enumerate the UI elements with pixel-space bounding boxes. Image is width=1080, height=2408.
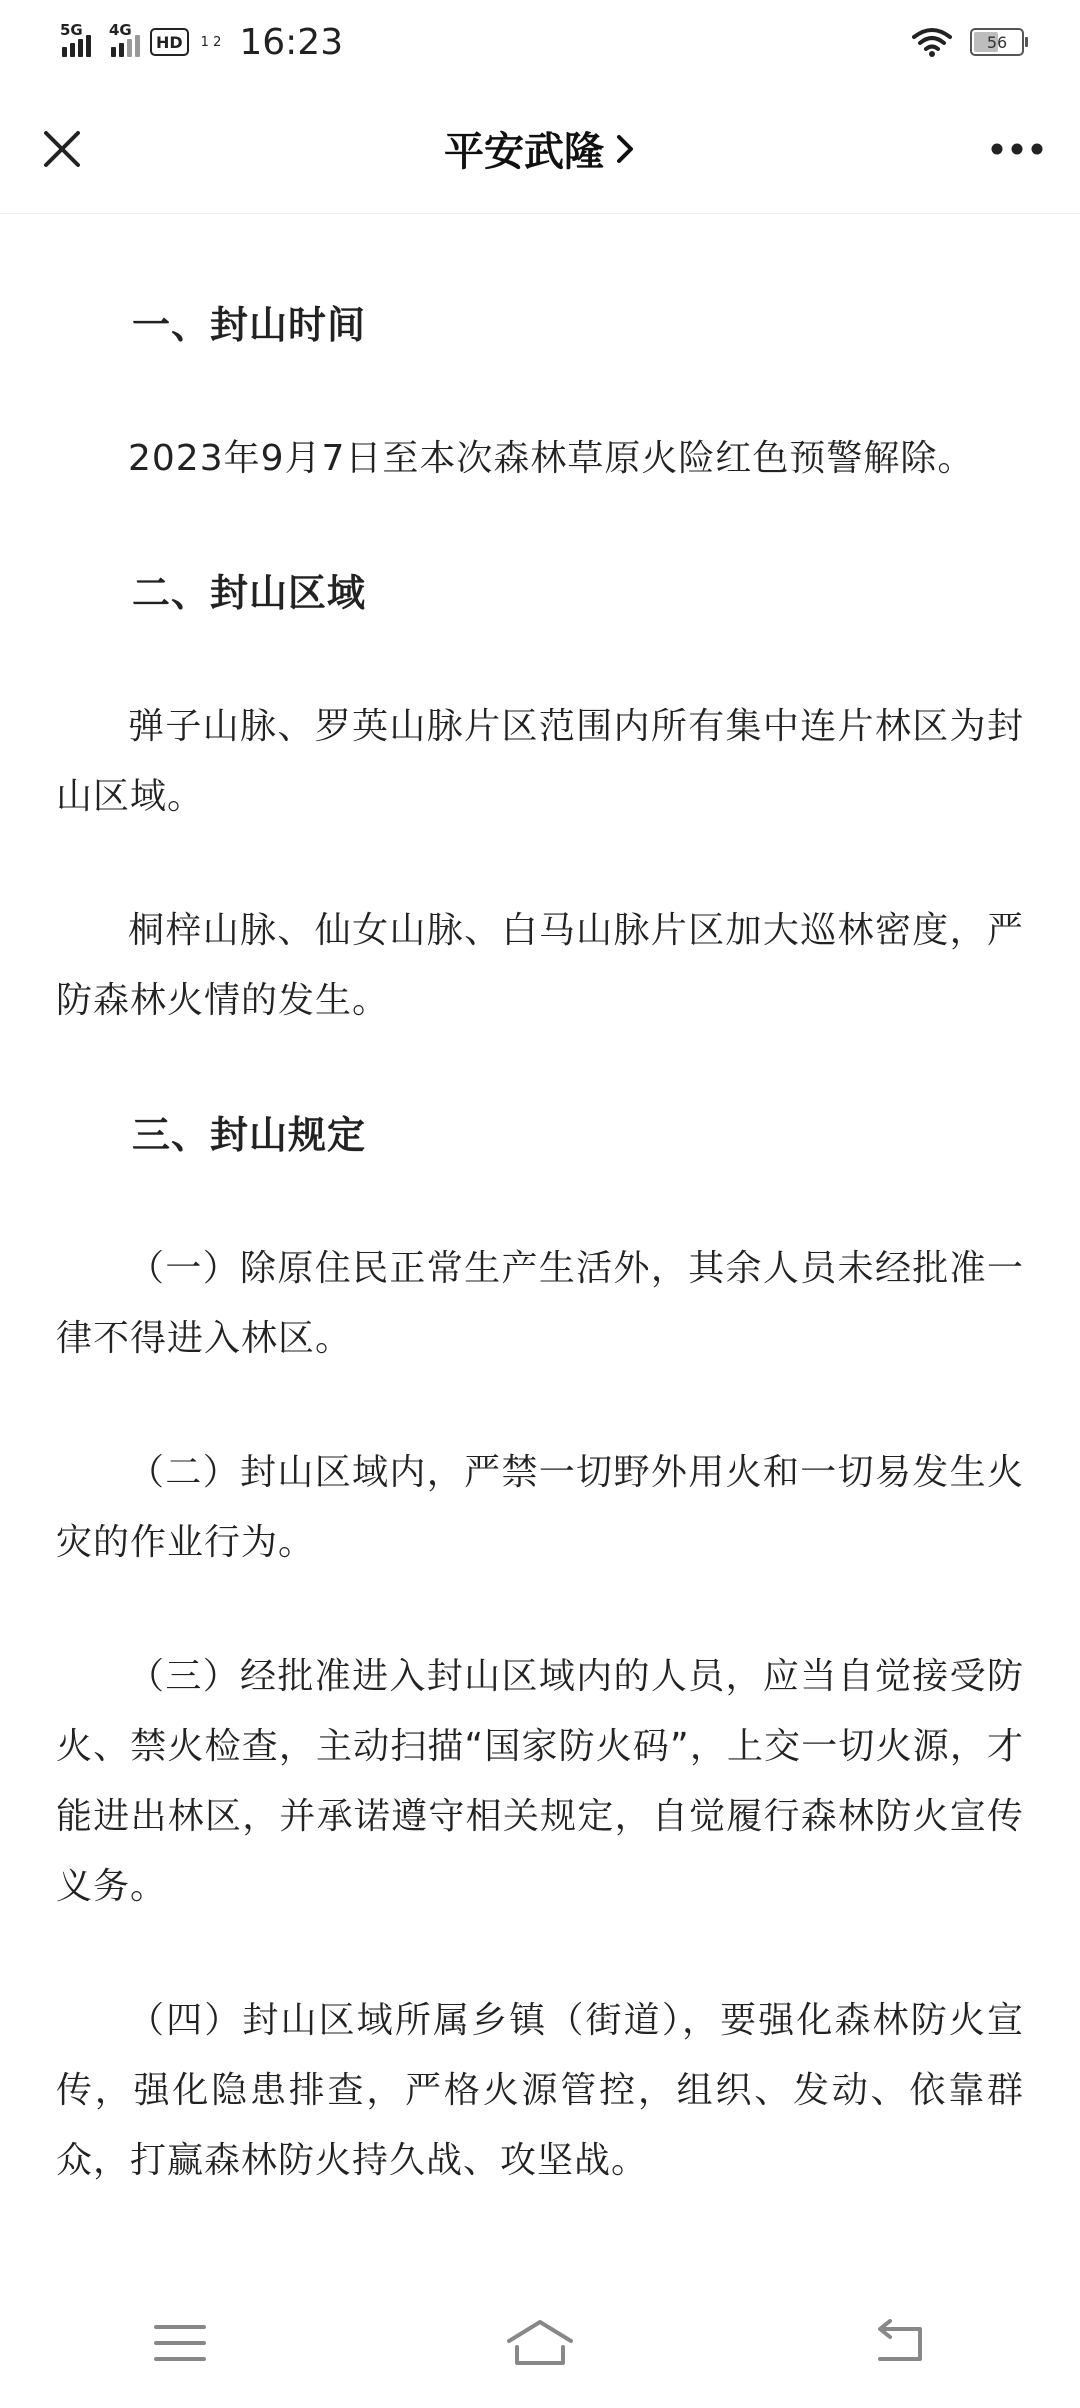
paragraph: （二）封山区域内，严禁一切野外用火和一切易发生火灾的作业行为。 xyxy=(56,1452,1024,1563)
article-content xyxy=(56,214,1024,2196)
paragraph: （三）经批准进入封山区域内的人员，应当自觉接受防火、禁火检查，主动扫描“国家防火码”，上交一切火源，才能进出林区，并承诺遵守相关规定，自觉履行森林防火宣传义务。 xyxy=(56,1656,1024,1907)
paragraph: 2023年9月7日至本次森林草原火险红色预警解除。 xyxy=(128,438,975,479)
paragraph: 弹子山脉、罗英山脉片区范围内所有集中连片林区为封山区域。 xyxy=(56,706,1024,817)
clock: 16:23 xyxy=(239,21,344,63)
home-button[interactable] xyxy=(480,2293,600,2393)
paragraph: （四）封山区域所属乡镇（街道），要强化森林防火宣传，强化隐患排查，严格火源管控，组织、发动、依靠群众，打赢森林防火持久战、攻坚战。 xyxy=(56,2000,1024,2181)
battery-icon xyxy=(970,28,1024,56)
status-right xyxy=(912,27,1024,57)
chevron-right-icon xyxy=(614,132,636,166)
menu-icon xyxy=(152,2321,208,2365)
page-title: 平安武隆 xyxy=(444,129,604,175)
hd-voice-icon xyxy=(150,28,189,56)
signal-icon xyxy=(60,21,91,57)
paragraph: （一）除原住民正常生产生活外，其余人员未经批准一律不得进入林区。 xyxy=(56,1248,1024,1359)
paragraph: 桐梓山脉、仙女山脉、白马山脉片区加大巡林密度，严防森林火情的发生。 xyxy=(56,910,1024,1021)
wifi-icon xyxy=(912,27,952,57)
status-bar xyxy=(0,0,1080,84)
sim2-label: 4G xyxy=(109,21,132,39)
system-nav-bar xyxy=(0,2278,1080,2408)
section-heading: 三、封山规定 xyxy=(132,1113,367,1157)
menu-button[interactable] xyxy=(120,2293,240,2393)
battery-percent: 56 xyxy=(986,32,1008,52)
section-heading: 二、封山区域 xyxy=(132,571,367,615)
more-icon xyxy=(990,142,1044,156)
status-left xyxy=(60,22,343,63)
title-bar xyxy=(0,84,1080,214)
close-button[interactable] xyxy=(30,117,94,181)
more-button[interactable] xyxy=(982,117,1052,181)
sim1-label: 5G xyxy=(60,21,83,39)
section-heading: 一、封山时间 xyxy=(132,303,367,347)
signal-icon xyxy=(109,21,140,57)
hd-sub-label: 1 2 xyxy=(200,34,222,50)
close-icon xyxy=(42,129,82,169)
account-title-link[interactable] xyxy=(444,120,636,177)
home-icon xyxy=(503,2317,577,2369)
back-button[interactable] xyxy=(840,2293,960,2393)
hd-label: HD xyxy=(156,32,183,52)
back-icon xyxy=(870,2319,930,2367)
